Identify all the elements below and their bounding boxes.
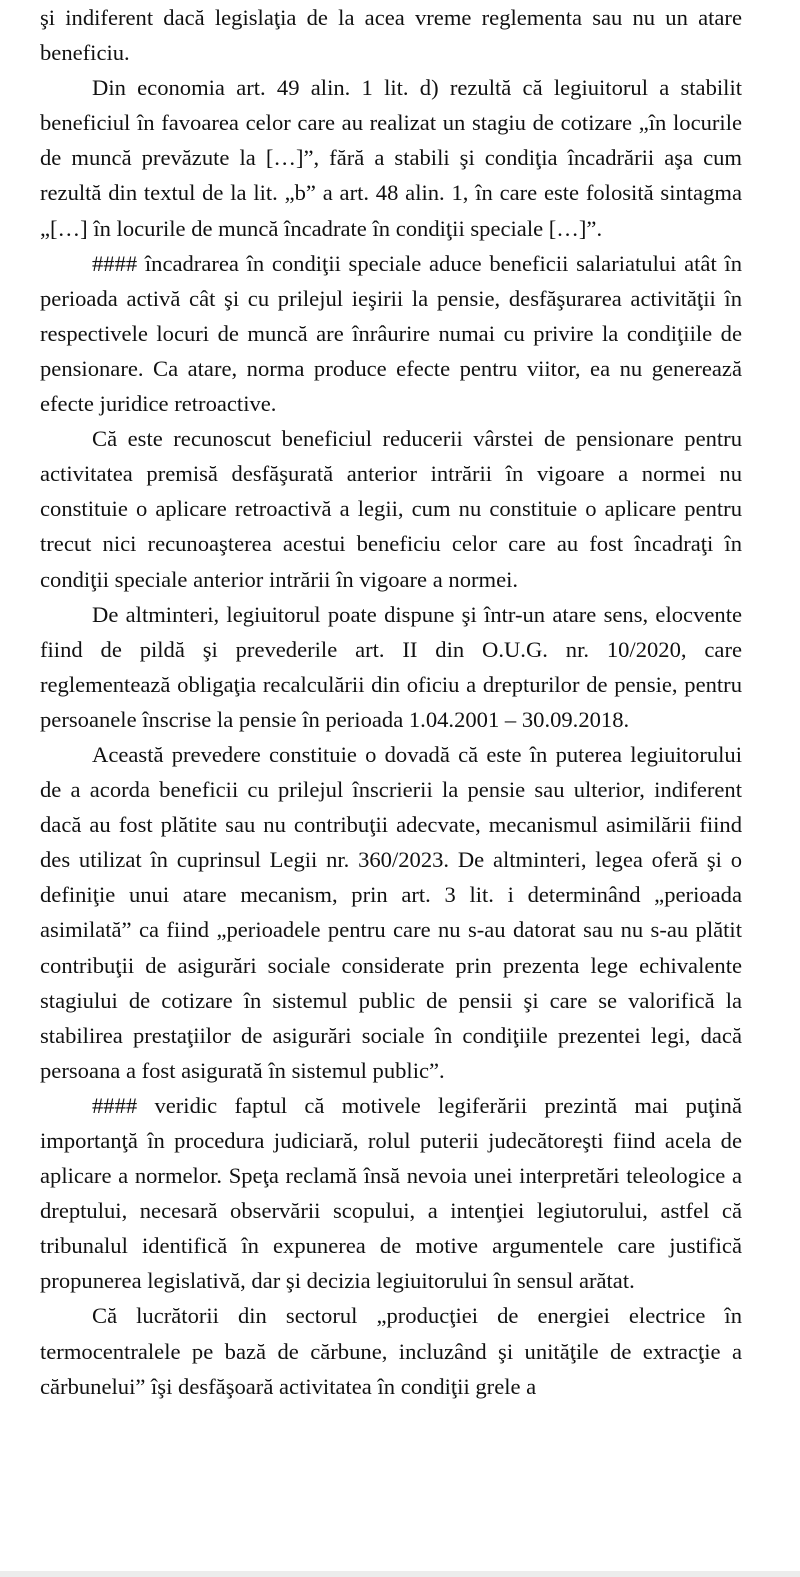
paragraph-oug-10-2020: De altminteri, legiuitorul poate dispune şi într-un atare sens, elocvente fiind de pildă şi prevederile art. II din O.U.G. nr. 10/2020, care reglementează obligaţia recalculării din oficiu a drepturilor de pensie, pentru persoanele înscrise la pensie în perioada 1.04.2001 – 30.09.2018. xyxy=(40,601,742,732)
paragraph-special-conditions: #### încadrarea în condiţii speciale aduce beneficii salariatului atât în perioada activă cât şi cu prilejul ieşirii la pensie, desfăşurarea activităţii în respectivele locuri de muncă are înrâurire numai cu privire la condiţiile de pensionare. Ca atare, norma produce efecte pentru viitor, ea nu generează efecte juridice retroactive. xyxy=(40,250,742,417)
paragraph-continuation: şi indiferent dacă legislaţia de la acea vreme reglementa sau nu un atare beneficiu. xyxy=(40,5,742,66)
paragraph-energy-sector-workers: Că lucrătorii din sectorul „producţiei de energiei electrice în termocentralele pe bază de cărbune, incluzând şi unităţile de extracţie a cărbunelui” îşi desfăşoară activitatea în condiţii grele a xyxy=(40,1303,742,1399)
paragraph-non-retroactivity: Că este recunoscut beneficiul reducerii vârstei de pensionare pentru activitatea premisă desfăşurată anterior intrării în vigoare a normei nu constituie o aplicare retroactivă a legii, cum nu constituie o aplicare pentru trecut nici recunoaşterea acestui beneficiu celor care au fost încadraţi în condiţii speciale anterior intrării în vigoare a normei. xyxy=(40,426,742,592)
paragraph-teleological-interpretation: #### veridic faptul că motivele legiferării prezintă mai puţină importanţă în procedura judiciară, rolul puterii judecătoreşti fiind acela de aplicare a normelor. Speţa reclamă însă nevoia unei interpretări teleologice a dreptului, necesară observării scopului, a intenţiei legiutorului, astfel că tribunalul identifică în expunerea de motive argumentele care justifică propunerea legislativă, dar şi decizia legiuitorului în sensul arătat. xyxy=(40,1092,742,1294)
document-page xyxy=(40,0,742,1404)
paragraph-art-49: Din economia art. 49 alin. 1 lit. d) rezultă că legiuitorul a stabilit beneficiul în favoarea celor care au realizat un stagiu de cotizare „în locurile de muncă prevăzute la […]”, fără a stabili şi condiţia încadrării aşa cum rezultă din textul de la lit. „b” a art. 48 alin. 1, în care este folosită sintagma „[…] în locurile de muncă încadrate în condiţii speciale […]”. xyxy=(40,75,742,241)
page-bottom-edge xyxy=(0,1571,800,1577)
paragraph-assimilated-period: Această prevedere constituie o dovadă că este în puterea legiuitorului de a acorda beneficii cu prilejul înscrierii la pensie sau ulterior, indiferent dacă au fost plătite sau nu contribuţii adecvate, mecanismul asimilării fiind des utilizat în cuprinsul Legii nr. 360/2023. De altminteri, legea oferă şi o definiţie unui atare mecanism, prin art. 3 lit. i determinând „perioada asimilată” ca fiind „perioadele pentru care nu s-au datorat sau nu s-au plătit contribuţii de asigurări sociale considerate prin prezenta lege echivalente stagiului de cotizare în sistemul public de pensii şi care se valorifică la stabilirea prestaţiilor de asigurări sociale în condiţiile prezentei legi, dacă persoana a fost asigurată în sistemul public”. xyxy=(40,741,742,1083)
